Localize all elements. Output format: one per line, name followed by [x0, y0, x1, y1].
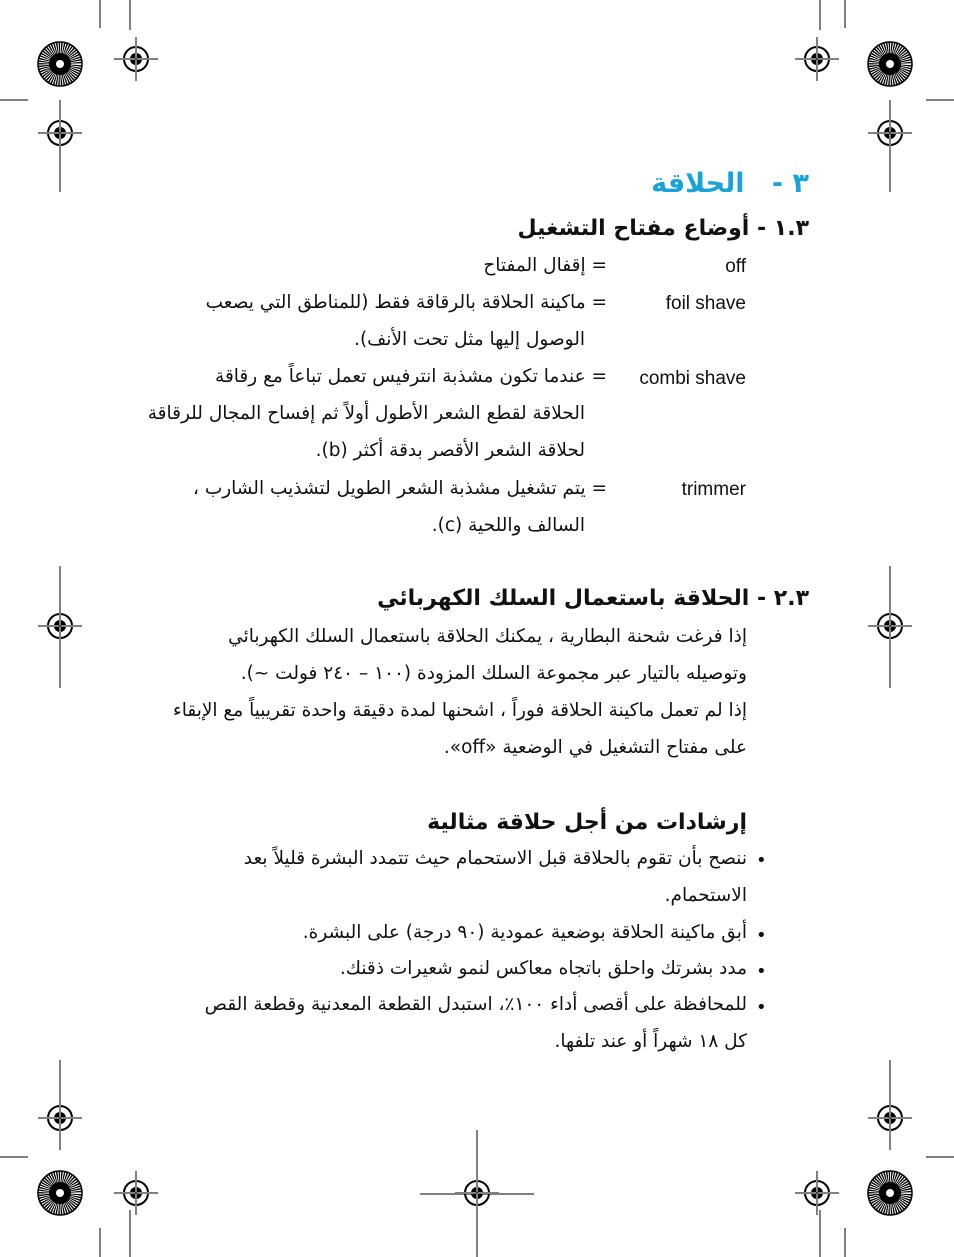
mode-desc-combi-line-3: لحلاقة الشعر الأقصر بدقة أكثر (b).: [315, 440, 585, 461]
subsection-2-heading: [377, 586, 809, 611]
mode-key-foil-shave: foil shave: [665, 293, 746, 314]
mode-key-off: off: [725, 256, 746, 277]
tip-bullet-3: •: [756, 961, 767, 982]
tip-bullet-1: •: [756, 850, 767, 871]
tip-bullet-2: •: [756, 925, 767, 946]
subsection-2-title: الحلاقة باستعمال السلك الكهربائي: [377, 586, 750, 611]
tip-1-line-1: ننصح بأن تقوم بالحلاقة قبل الاستحمام حيث تتمدد البشرة قليلاً بعد: [243, 848, 747, 869]
section-heading: [651, 168, 809, 199]
mode-desc-foil-line-2: الوصول إليها مثل تحت الأنف).: [354, 329, 585, 350]
cord-paragraph-line-2: وتوصيله بالتيار عبر مجموعة السلك المزودة (١٠٠ – ٢٤٠ فولت ~).: [240, 663, 747, 684]
mode-desc-combi-line-2: الحلاقة لقطع الشعر الأطول أولاً ثم إفساح المجال للرقاقة: [147, 403, 585, 424]
subsection-1-heading: [517, 216, 809, 241]
mode-desc-trimmer-line-1: = يتم تشغيل مشذبة الشعر الطويل لتشذيب الشارب ،: [192, 478, 607, 499]
section-title: الحلاقة: [651, 168, 745, 199]
mode-desc-foil-line-1: = ماكينة الحلاقة بالرقاقة فقط (للمناطق التي يصعب: [205, 292, 607, 313]
subsection-2-number: ٢.٣ -: [756, 586, 809, 611]
mode-desc-off-line-1: = إقفال المفتاح: [483, 255, 607, 276]
mode-desc-combi-line-1: = عندما تكون مشذبة انترفيس تعمل تباعاً مع رقاقة: [215, 366, 607, 387]
tip-bullet-4: •: [756, 997, 767, 1018]
subsection-1-number: ١.٣ -: [756, 216, 809, 241]
cord-paragraph-line-4: على مفتاح التشغيل في الوضعية «off».: [443, 737, 747, 758]
cord-paragraph-line-3: إذا لم تعمل ماكينة الحلاقة فوراً ، اشحنها لمدة دقيقة واحدة تقريبياً مع الإبقاء: [173, 700, 747, 721]
tip-1-line-2: الاستحمام.: [664, 885, 747, 906]
section-number: ٣ -: [771, 168, 809, 199]
tip-2-line-1: أبق ماكينة الحلاقة بوضعية عمودية (٩٠ درجة) على البشرة.: [302, 922, 747, 943]
tip-4-line-1: للمحافظة على أقصى أداء ١٠٠٪، استبدل القطعة المعدنية وقطعة القص: [204, 994, 747, 1015]
subsection-1-title: أوضاع مفتاح التشغيل: [517, 216, 750, 241]
tip-4-line-2: كل ١٨ شهراً أو عند تلفها.: [554, 1031, 747, 1052]
mode-key-combi-shave: combi shave: [639, 368, 746, 389]
cord-paragraph-line-1: إذا فرغت شحنة البطارية ، يمكنك الحلاقة باستعمال السلك الكهربائي: [228, 626, 747, 647]
mode-desc-trimmer-line-2: السالف واللحية (c).: [431, 515, 585, 536]
tip-3-line-1: مدد بشرتك واحلق باتجاه معاكس لنمو شعيرات ذقنك.: [339, 958, 747, 979]
mode-key-trimmer: trimmer: [681, 479, 746, 500]
tips-heading: إرشادات من أجل حلاقة مثالية: [427, 810, 747, 835]
